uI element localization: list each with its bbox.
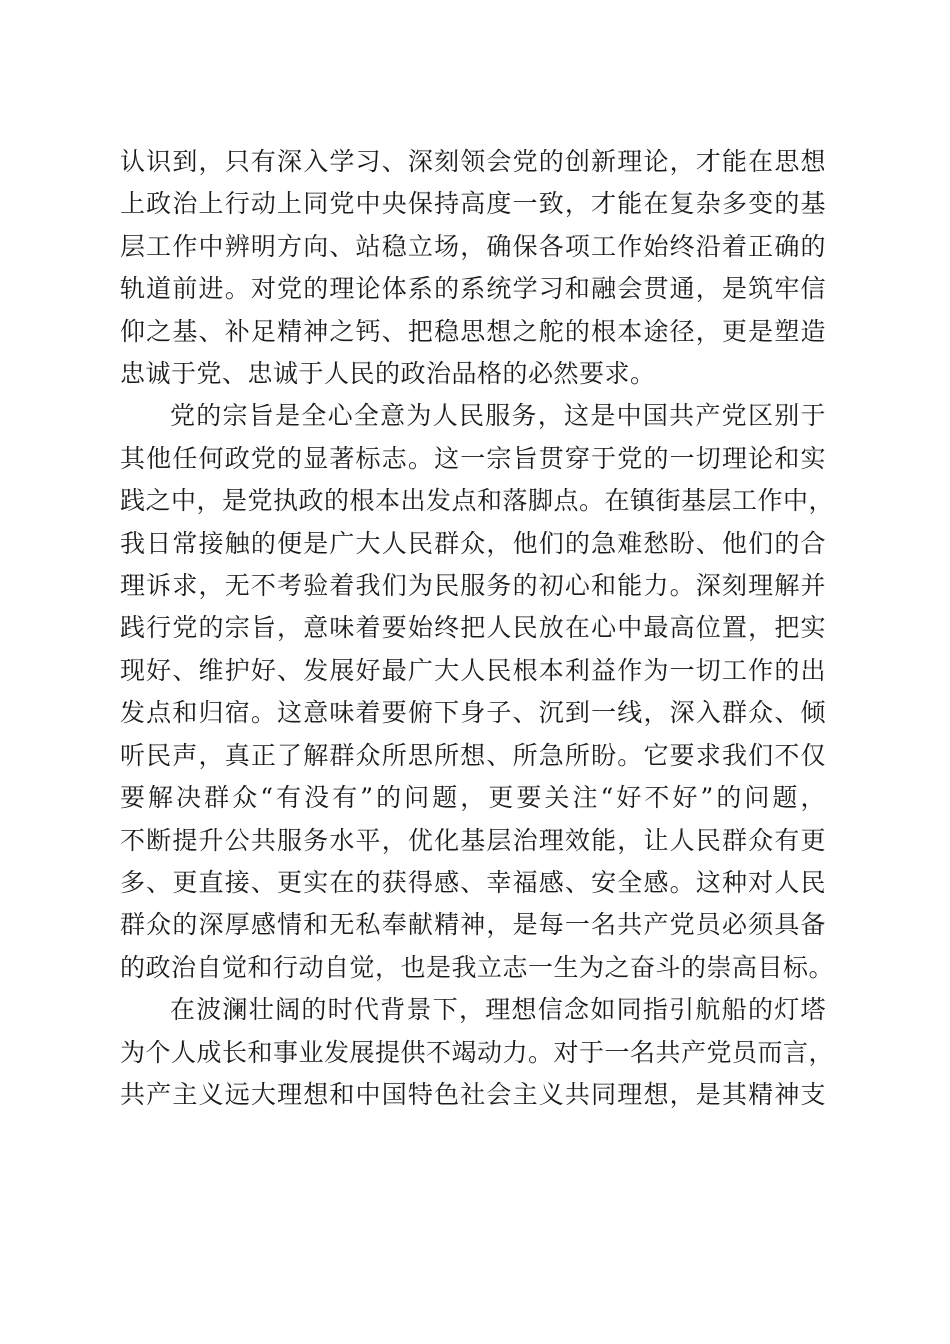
text-line: 听民声，真正了解群众所思所想、所急所盼。它要求我们不仅 [120, 740, 826, 770]
text-line: 仰之基、补足精神之钙、把稳思想之舵的根本途径，更是塑造 [120, 316, 826, 346]
text-line: 为个人成长和事业发展提供不竭动力。对于一名共产党员而言， [120, 1037, 835, 1067]
text-line: 群众的深厚感情和无私奉献精神，是每一名共产党员必须具备 [120, 910, 826, 940]
text-line: 忠诚于党、忠诚于人民的政治品格的必然要求。 [120, 359, 656, 389]
text-line: 层工作中辨明方向、站稳立场，确保各项工作始终沿着正确的 [120, 231, 826, 261]
text-line: 现好、维护好、发展好最广大人民根本利益作为一切工作的出 [120, 655, 826, 685]
text-line: 我日常接触的便是广大人民群众，他们的急难愁盼、他们的合 [120, 528, 826, 558]
text-line: 上政治上行动上同党中央保持高度一致，才能在复杂多变的基 [120, 189, 826, 219]
paragraph-3 [120, 989, 835, 1116]
text-line: 要解决群众“有没有”的问题，更要关注“好不好”的问题， [120, 783, 826, 813]
text-line: 其他任何政党的显著标志。这一宗旨贯穿于党的一切理论和实 [120, 443, 826, 473]
document-body [120, 141, 835, 1116]
text-line: 轨道前进。对党的理论体系的系统学习和融会贯通，是筑牢信 [120, 274, 826, 304]
text-line: 共产主义远大理想和中国特色社会主义共同理想，是其精神支 [120, 1079, 826, 1109]
paragraph-2 [120, 395, 835, 989]
text-line: 的政治自觉和行动自觉，也是我立志一生为之奋斗的崇高目标。 [120, 952, 835, 982]
text-line: 党的宗旨是全心全意为人民服务，这是中国共产党区别于 [170, 401, 826, 431]
text-line: 践之中，是党执政的根本出发点和落脚点。在镇街基层工作中， [120, 486, 835, 516]
text-line: 理诉求，无不考验着我们为民服务的初心和能力。深刻理解并 [120, 571, 826, 601]
paragraph-1 [120, 141, 826, 395]
text-line: 不断提升公共服务水平，优化基层治理效能，让人民群众有更 [120, 825, 826, 855]
text-line: 发点和归宿。这意味着要俯下身子、沉到一线，深入群众、倾 [120, 698, 826, 728]
text-line: 在波澜壮阔的时代背景下，理想信念如同指引航船的灯塔 [170, 995, 826, 1025]
text-line: 践行党的宗旨，意味着要始终把人民放在心中最高位置，把实 [120, 613, 826, 643]
text-line: 认识到，只有深入学习、深刻领会党的创新理论，才能在思想 [120, 147, 826, 176]
text-line: 多、更直接、更实在的获得感、幸福感、安全感。这种对人民 [120, 867, 826, 897]
